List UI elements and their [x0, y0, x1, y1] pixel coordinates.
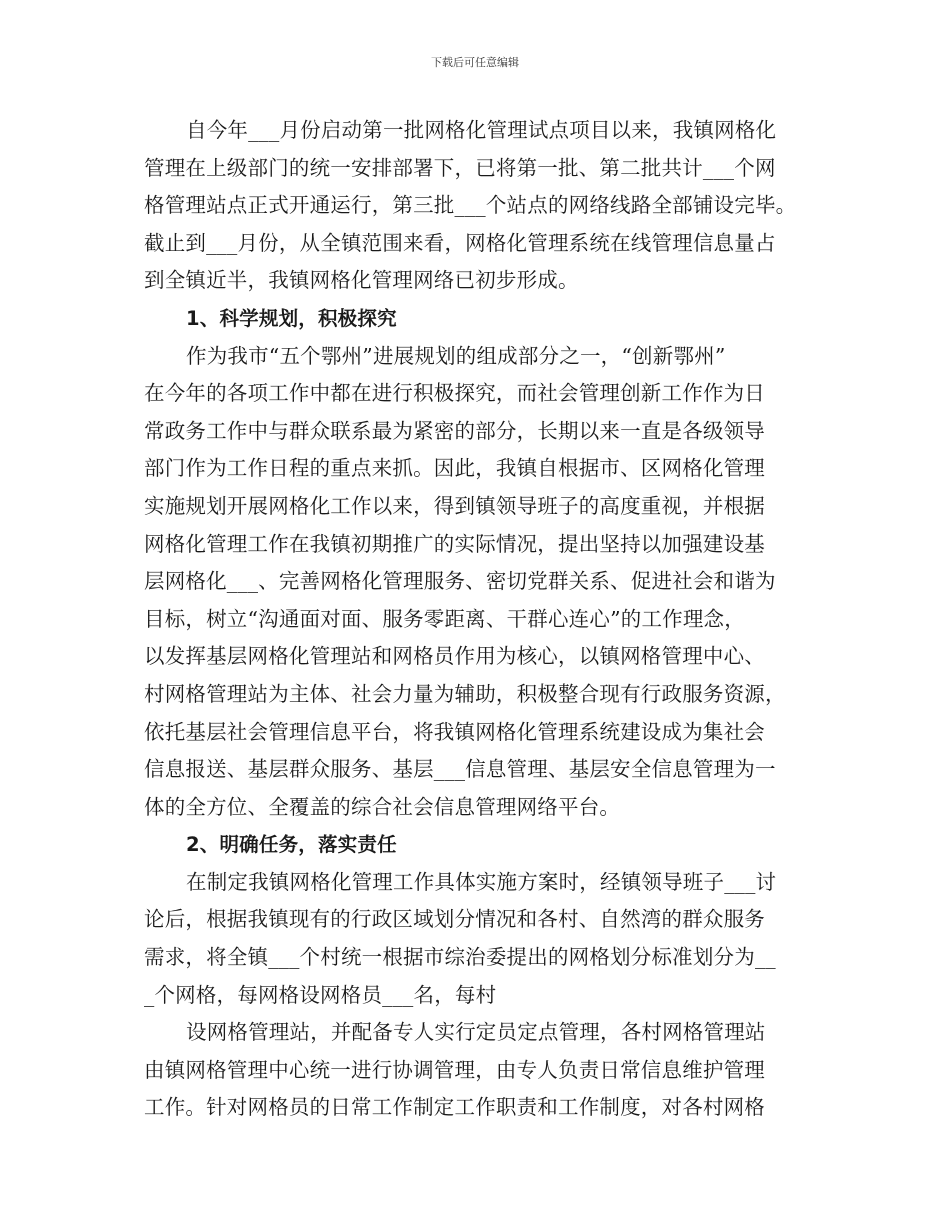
- paragraph-line: 在制定我镇网格化管理工作具体实施方案时，经镇领导班子___讨: [186, 869, 777, 894]
- paragraph-line: 设网格管理站，并配备专人实行定员定点管理，各村网格管理站: [186, 1020, 766, 1045]
- paragraph-line: 目标，树立“沟通面对面、服务零距离、干群心连心”的工作理念，: [144, 606, 745, 631]
- paragraph-line: 在今年的各项工作中都在进行积极探究，而社会管理创新工作作为日: [144, 381, 765, 406]
- paragraph-line: 体的全方位、全覆盖的综合社会信息管理网络平台。: [144, 794, 621, 819]
- paragraph-line: 实施规划开展网格化工作以来，得到镇领导班子的高度重视，并根据: [144, 493, 765, 518]
- paragraph-line: 常政务工作中与群众联系最为紧密的部分，长期以来一直是各级领导: [144, 418, 765, 443]
- paragraph-line: 管理在上级部门的统一安排部署下，已将第一批、第二批共计___个网: [144, 155, 776, 180]
- paragraph-line: 依托基层社会管理信息平台，将我镇网格化管理系统建设成为集社会: [144, 719, 765, 744]
- paragraph-line: 以发挥基层网格化管理站和网格员作用为核心，以镇网格管理中心、: [144, 644, 765, 669]
- paragraph-line: 由镇网格管理中心统一进行协调管理，由专人负责日常信息维护管理: [144, 1057, 765, 1082]
- paragraph-line: 论后，根据我镇现有的行政区域划分情况和各村、自然湾的群众服务: [144, 907, 765, 932]
- page-header: 下载后可任意编辑: [431, 56, 519, 69]
- paragraph-line: 自今年___月份启动第一批网格化管理试点项目以来，我镇网格化: [186, 118, 777, 142]
- paragraph-line: 需求，将全镇___个村统一根据市综治委提出的网格划分标准划分为__: [144, 945, 776, 970]
- paragraph-line: 作为我市“五个鄂州”进展规划的组成部分之一，“创新鄂州”: [186, 343, 726, 368]
- paragraph-line: 截止到___月份，从全镇范围来看，网格化管理系统在线管理信息量占: [144, 230, 776, 255]
- paragraph-line: 层网格化___、完善网格化管理服务、密切党群关系、促进社会和谐为: [144, 569, 776, 594]
- document-body: [144, 112, 816, 1127]
- paragraph-line: 信息报送、基层群众服务、基层___信息管理、基层安全信息管理为一: [144, 757, 776, 782]
- paragraph-line: 部门作为工作日程的重点来抓。因此，我镇自根据市、区网格化管理: [144, 456, 765, 481]
- section-heading: 2、明确任务，落实责任: [186, 833, 397, 857]
- paragraph-line: 到全镇近半，我镇网格化管理网络已初步形成。: [144, 268, 579, 293]
- section-heading: 1、科学规划，积极探究: [186, 306, 397, 330]
- paragraph-line: 格管理站点正式开通运行，第三批___个站点的网络线路全部铺设完毕。: [144, 193, 797, 218]
- paragraph-line: 村网格管理站为主体、社会力量为辅助，积极整合现有行政服务资源，: [144, 681, 786, 706]
- paragraph-line: _个网格，每网格设网格员___名，每村: [144, 982, 497, 1007]
- paragraph-line: 工作。针对网格员的日常工作制定工作职责和工作制度，对各村网格: [144, 1095, 765, 1120]
- paragraph-line: 网格化管理工作在我镇初期推广的实际情况，提出坚持以加强建设基: [144, 531, 765, 556]
